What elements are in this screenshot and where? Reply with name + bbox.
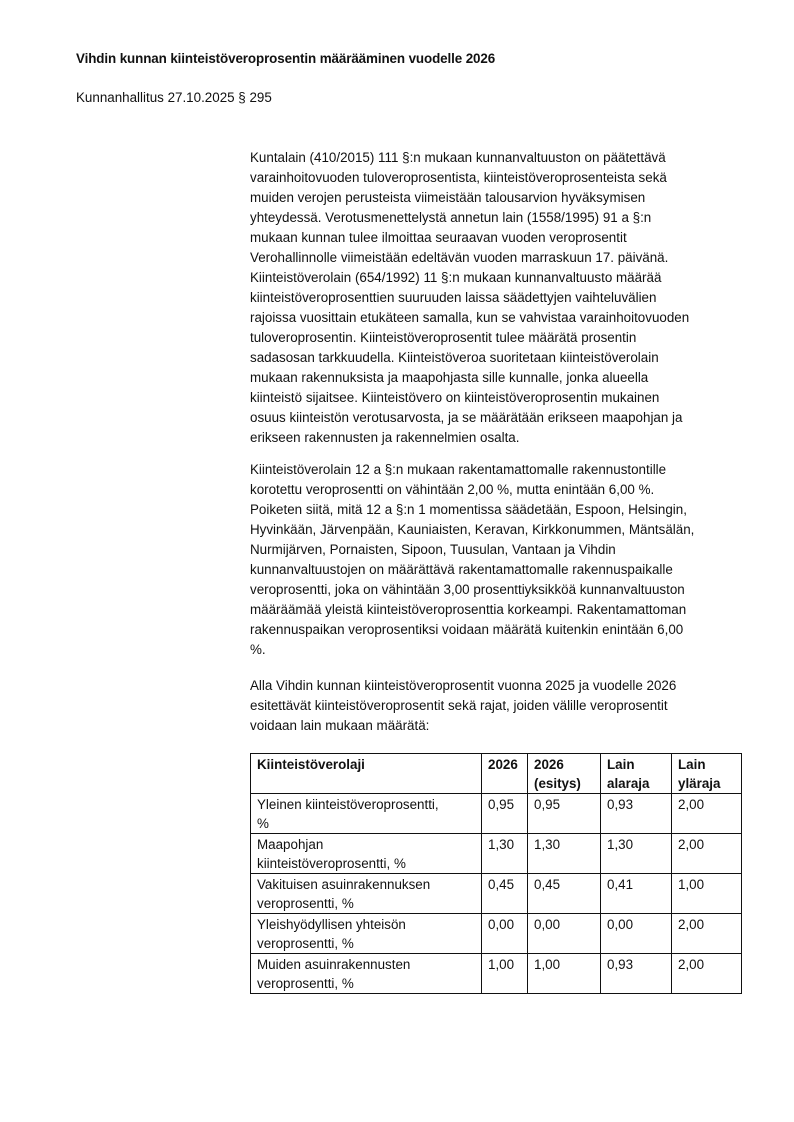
header-tax-type: Kiinteistöverolaji [251, 754, 482, 794]
row-label: Muiden asuinrakennusten veroprosentti, % [251, 954, 482, 994]
text-line: määräämää yleistä kiinteistöveroprosenttia korkeampi. Rakentamattoman [250, 602, 687, 617]
meeting-reference: Kunnanhallitus 27.10.2025 § 295 [76, 90, 272, 105]
table-row [251, 954, 742, 994]
text-line: mukaan kunnan tulee ilmoittaa seuraavan vuoden veroprosentit [250, 230, 627, 245]
text-line: voidaan lain mukaan määrätä: [250, 718, 430, 733]
text-line: Hyvinkään, Järvenpään, Kauniaisten, Keravan, Kirkkonummen, Mäntsälän, [250, 522, 695, 537]
text-line: erikseen rakennusten ja rakennelmien osalta. [250, 430, 520, 445]
header-2026-proposal: 2026 (esitys) [528, 754, 601, 794]
table-row [251, 914, 742, 954]
cell-lower-limit: 0,00 [601, 914, 672, 954]
cell-upper-limit: 2,00 [672, 794, 742, 834]
cell-upper-limit: 1,00 [672, 874, 742, 914]
cell-lower-limit: 0,93 [601, 794, 672, 834]
text-line: korotettu veroprosentti on vähintään 2,00 %, mutta enintään 6,00 %. [250, 482, 655, 497]
text-line: muiden verojen perusteista viimeistään talousarvion hyväksymisen [250, 190, 646, 205]
text-line: Verohallinnolle viimeistään edeltävän vuoden marraskuun 17. päivänä. [250, 250, 669, 265]
cell-2026: 0,95 [482, 794, 528, 834]
cell-lower-limit: 1,30 [601, 834, 672, 874]
text-line: osuus kiinteistön verotusarvosta, ja se määrätään erikseen maapohjan ja [250, 410, 683, 425]
cell-2026: 0,00 [482, 914, 528, 954]
text-line: veroprosentti, joka on vähintään 3,00 prosenttiyksikköä kunnanvaltuuston [250, 582, 685, 597]
row-label: Yleinen kiinteistöveroprosentti, % [251, 794, 482, 834]
text-line: Nurmijärven, Pornaisten, Sipoon, Tuusulan, Vantaan ja Vihdin [250, 542, 616, 557]
header-lower-limit: Lain alaraja [601, 754, 672, 794]
text-line: rajoissa vuosittain etukäteen samalla, kun se vahvistaa varainhoitovuoden [250, 310, 690, 325]
row-label: Vakituisen asuinrakennuksen veroprosentti, % [251, 874, 482, 914]
paragraph-unbuilt-plot [250, 460, 740, 660]
text-line: Poiketen siitä, mitä 12 a §:n 1 momentissa säädetään, Espoon, Helsingin, [250, 502, 687, 517]
cell-2026: 1,00 [482, 954, 528, 994]
document-title: Vihdin kunnan kiinteistöveroprosentin määrääminen vuodelle 2026 [76, 51, 496, 66]
table-row [251, 834, 742, 874]
row-label: Maapohjan kiinteistöveroprosentti, % [251, 834, 482, 874]
cell-lower-limit: 0,41 [601, 874, 672, 914]
text-line: kiinteistöveroprosenttien suuruuden laissa säädettyjen vaihteluvälien [250, 290, 657, 305]
text-line: rakennuspaikan veroprosentiksi voidaan määrätä kuitenkin enintään 6,00 [250, 622, 684, 637]
text-line: varainhoitovuoden tuloveroprosentista, kiinteistöveroprosenteista sekä [250, 170, 667, 185]
text-line: kunnanvaltuustojen on määrättävä rakentamattomalle rakennuspaikalle [250, 562, 673, 577]
text-line: esitettävät kiinteistöveroprosentit sekä rajat, joiden välille veroprosentit [250, 698, 668, 713]
text-line: Alla Vihdin kunnan kiinteistöveroprosentit vuonna 2025 ja vuodelle 2026 [250, 678, 677, 693]
row-label: Yleishyödyllisen yhteisön veroprosentti, % [251, 914, 482, 954]
paragraph-legal-basis [250, 148, 740, 448]
cell-lower-limit: 0,93 [601, 954, 672, 994]
header-2026: 2026 [482, 754, 528, 794]
text-line: mukaan rakennuksista ja maapohjasta sille kunnalle, jonka alueella [250, 370, 649, 385]
header-upper-limit: Lain yläraja [672, 754, 742, 794]
cell-2026: 0,45 [482, 874, 528, 914]
cell-2026-proposal: 0,45 [528, 874, 601, 914]
text-line: sadasosan tarkkuudella. Kiinteistöveroa suoritetaan kiinteistöverolain [250, 350, 659, 365]
cell-upper-limit: 2,00 [672, 914, 742, 954]
text-line: Kiinteistöverolain 12 a §:n mukaan rakentamattomalle rakennustontille [250, 462, 667, 477]
tax-rates-table [250, 753, 742, 994]
text-line: Kuntalain (410/2015) 111 §:n mukaan kunnanvaltuuston on päätettävä [250, 150, 666, 165]
cell-upper-limit: 2,00 [672, 954, 742, 994]
text-line: %. [250, 642, 266, 657]
table-row [251, 794, 742, 834]
cell-2026-proposal: 1,00 [528, 954, 601, 994]
text-line: tuloveroprosentin. Kiinteistöveroprosentit tulee määrätä prosentin [250, 330, 637, 345]
table-header-row [251, 754, 742, 794]
cell-2026-proposal: 1,30 [528, 834, 601, 874]
cell-2026-proposal: 0,00 [528, 914, 601, 954]
cell-upper-limit: 2,00 [672, 834, 742, 874]
text-line: Kiinteistöverolain (654/1992) 11 §:n mukaan kunnanvaltuusto määrää [250, 270, 662, 285]
cell-2026: 1,30 [482, 834, 528, 874]
text-line: kiinteistö sijaitsee. Kiinteistövero on kiinteistöveroprosentin mukainen [250, 390, 660, 405]
cell-2026-proposal: 0,95 [528, 794, 601, 834]
text-line: yhteydessä. Verotusmenettelystä annetun lain (1558/1995) 91 a §:n [250, 210, 652, 225]
paragraph-table-intro [250, 676, 740, 736]
table-row [251, 874, 742, 914]
